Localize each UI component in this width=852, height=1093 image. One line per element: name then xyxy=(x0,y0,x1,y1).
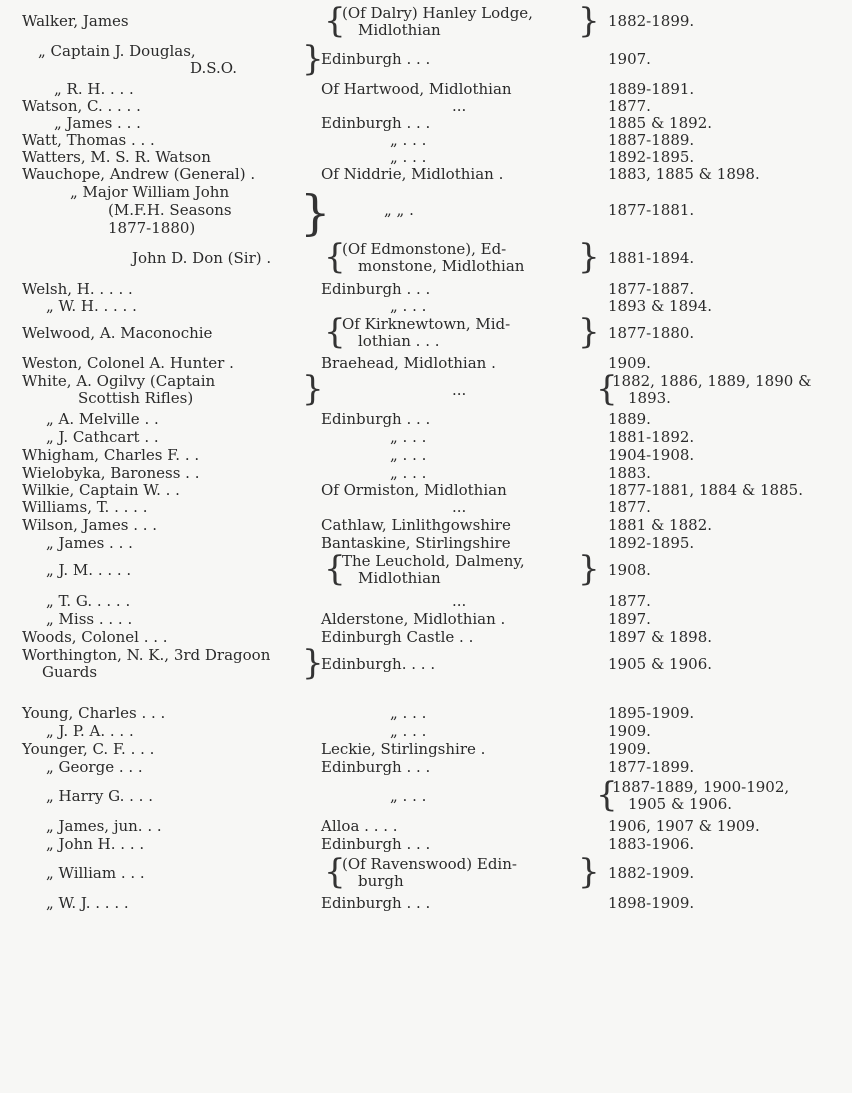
entry-years: 1908. xyxy=(608,561,651,579)
entry-place: „ „ . xyxy=(384,201,414,219)
list-item xyxy=(0,549,852,589)
list-item xyxy=(0,758,852,776)
entry-place: ... xyxy=(452,381,467,399)
entry-place: Midlothian xyxy=(358,21,441,39)
entry-name: Wauchope, Andrew (General) . xyxy=(22,165,256,183)
entry-name: (M.F.H. Seasons xyxy=(108,201,232,219)
list-item xyxy=(0,775,852,815)
list-item xyxy=(0,39,852,79)
entry-name: Wilson, James . . . xyxy=(22,516,158,534)
brace: } xyxy=(578,312,600,352)
entry-place: ... xyxy=(452,97,467,115)
entry-place: Edinburgh . . . xyxy=(321,894,431,912)
entry-years: 1883. xyxy=(608,464,651,482)
entry-place: The Leuchold, Dalmeny, xyxy=(342,552,525,570)
entry-years: 1893. xyxy=(628,389,671,407)
entry-years: 1904-1908. xyxy=(608,446,695,464)
brace: { xyxy=(596,369,618,409)
list-item xyxy=(0,280,852,298)
entry-years: 1905 & 1906. xyxy=(608,655,713,673)
entry-years: 1877-1881, 1884 & 1885. xyxy=(608,481,803,499)
entry-name: „ John H. . . . xyxy=(46,835,145,853)
brace: } xyxy=(578,549,600,589)
list-item xyxy=(0,628,852,646)
entry-place: Edinburgh. . . . xyxy=(321,655,436,673)
entry-place: „ . . . xyxy=(390,148,427,166)
entry-name: „ J. Cathcart . . xyxy=(46,428,159,446)
entry-name: 1877-1880) xyxy=(108,219,196,237)
entry-years: 1882-1909. xyxy=(608,864,695,882)
entry-name: „ W. J. . . . . xyxy=(46,894,129,912)
entry-name: Woods, Colonel . . . xyxy=(22,628,168,646)
list-item xyxy=(0,1,852,41)
entry-years: 1892-1895. xyxy=(608,534,695,552)
entry-place: Edinburgh . . . xyxy=(321,50,431,68)
brace: } xyxy=(578,1,600,41)
entry-years: 1877-1887. xyxy=(608,280,695,298)
entry-name: Watters, M. S. R. Watson xyxy=(22,148,211,166)
list-item xyxy=(0,610,852,628)
entry-years: 1909. xyxy=(608,740,651,758)
entry-name: Wielobyka, Baroness . . xyxy=(22,464,200,482)
entry-years: 1897 & 1898. xyxy=(608,628,713,646)
entry-name: „ Harry G. . . . xyxy=(46,787,153,805)
brace: { xyxy=(324,237,346,277)
list-item xyxy=(0,835,852,853)
list-item xyxy=(0,80,852,98)
entry-name: „ Major William John xyxy=(70,183,230,201)
entry-place: Midlothian xyxy=(358,569,441,587)
brace: { xyxy=(324,312,346,352)
entry-years: 1898-1909. xyxy=(608,894,695,912)
brace: { xyxy=(324,549,346,589)
entry-place: „ . . . xyxy=(390,297,427,315)
entry-place: Edinburgh . . . xyxy=(321,410,431,428)
entry-years: 1882, 1886, 1889, 1890 & xyxy=(612,372,812,390)
entry-name: Whigham, Charles F. . . xyxy=(22,446,200,464)
brace: } xyxy=(578,237,600,277)
entry-name: Weston, Colonel A. Hunter . xyxy=(22,354,234,372)
entry-place: Edinburgh . . . xyxy=(321,758,431,776)
list-item xyxy=(0,894,852,912)
entry-place: Edinburgh . . . xyxy=(321,114,431,132)
entry-name: Walker, James xyxy=(22,12,129,30)
list-item xyxy=(0,740,852,758)
entry-name: „ T. G. . . . . xyxy=(46,592,131,610)
list-item xyxy=(0,428,852,446)
entry-name: „ Captain J. Douglas, xyxy=(38,42,196,60)
entry-years: 1877. xyxy=(608,498,651,516)
entry-years: 1897. xyxy=(608,610,651,628)
entry-place: (Of Edmonstone), Ed- xyxy=(342,240,507,258)
list-item xyxy=(0,498,852,516)
entry-name: „ W. H. . . . . xyxy=(46,297,137,315)
entry-years: 1882-1899. xyxy=(608,12,695,30)
entry-place: „ . . . xyxy=(390,446,427,464)
entry-years: 1889-1891. xyxy=(608,80,695,98)
entry-place: ... xyxy=(452,498,467,516)
entry-place: Alloa . . . . xyxy=(321,817,398,835)
entry-years: 1889. xyxy=(608,410,651,428)
entry-place: Of Niddrie, Midlothian . xyxy=(321,165,504,183)
list-item xyxy=(0,410,852,428)
entry-years: 1877-1880. xyxy=(608,324,695,342)
entry-years: 1887-1889, 1900-1902, xyxy=(612,778,790,796)
entry-place: lothian . . . xyxy=(358,332,440,350)
list-item xyxy=(0,481,852,499)
entry-place: Cathlaw, Linlithgowshire xyxy=(321,516,511,534)
entry-place: Of Ormiston, Midlothian xyxy=(321,481,507,499)
list-item xyxy=(0,97,852,115)
entry-years: 1907. xyxy=(608,50,651,68)
entry-name: „ William . . . xyxy=(46,864,145,882)
entry-place: „ . . . xyxy=(390,704,427,722)
entry-place: ... xyxy=(452,592,467,610)
entry-place: Leckie, Stirlingshire . xyxy=(321,740,486,758)
entry-name: Guards xyxy=(42,663,98,681)
entry-place: „ . . . xyxy=(390,131,427,149)
entry-name: White, A. Ogilvy (Captain xyxy=(22,372,216,390)
entry-years: 1893 & 1894. xyxy=(608,297,713,315)
entry-name: „ James, jun. . . xyxy=(46,817,162,835)
brace: { xyxy=(596,775,618,815)
entry-years: 1881-1894. xyxy=(608,249,695,267)
entry-name: Young, Charles . . . xyxy=(22,704,166,722)
brace: { xyxy=(324,852,346,892)
entry-years: 1877. xyxy=(608,97,651,115)
entry-name: „ James . . . xyxy=(54,114,141,132)
entry-years: 1885 & 1892. xyxy=(608,114,713,132)
entry-years: 1906, 1907 & 1909. xyxy=(608,817,760,835)
list-item xyxy=(0,516,852,534)
entry-name: Welsh, H. . . . . xyxy=(22,280,133,298)
brace: } xyxy=(302,369,324,409)
entry-place: Bantaskine, Stirlingshire xyxy=(321,534,511,552)
list-item xyxy=(0,165,852,183)
entry-place: (Of Ravenswood) Edin- xyxy=(342,855,517,873)
entry-name: „ A. Melville . . xyxy=(46,410,159,428)
entry-name: „ R. H. . . . xyxy=(54,80,134,98)
entry-name: „ J. P. A. . . . xyxy=(46,722,134,740)
entry-years: 1892-1895. xyxy=(608,148,695,166)
entry-name: „ James . . . xyxy=(46,534,133,552)
entry-place: Of Kirknewtown, Mid- xyxy=(342,315,511,333)
brace: } xyxy=(302,39,324,79)
entry-years: 1909. xyxy=(608,354,651,372)
brace: } xyxy=(302,643,324,683)
list-item xyxy=(0,704,852,722)
list-item xyxy=(0,354,852,372)
entry-years: 1881 & 1882. xyxy=(608,516,713,534)
list-item xyxy=(0,534,852,552)
list-item xyxy=(0,148,852,166)
list-item xyxy=(0,183,852,241)
list-item xyxy=(0,297,852,315)
list-item xyxy=(0,852,852,892)
list-item xyxy=(0,464,852,482)
list-item xyxy=(0,722,852,740)
entry-years: 1883, 1885 & 1898. xyxy=(608,165,760,183)
entry-years: 1895-1909. xyxy=(608,704,695,722)
list-item xyxy=(0,131,852,149)
entry-place: Alderstone, Midlothian . xyxy=(321,610,506,628)
list-item xyxy=(0,446,852,464)
entry-years: 1883-1906. xyxy=(608,835,695,853)
list-item xyxy=(0,817,852,835)
entry-place: Edinburgh . . . xyxy=(321,280,431,298)
entry-place: monstone, Midlothian xyxy=(358,257,525,275)
entry-years: 1877-1899. xyxy=(608,758,695,776)
entry-place: „ . . . xyxy=(390,428,427,446)
brace: } xyxy=(578,852,600,892)
entry-place: Braehead, Midlothian . xyxy=(321,354,496,372)
entry-name: Welwood, A. Maconochie xyxy=(22,324,213,342)
entry-name: John D. Don (Sir) . xyxy=(132,249,272,267)
list-item xyxy=(0,369,852,409)
entry-name: D.S.O. xyxy=(190,59,237,77)
entry-years: 1909. xyxy=(608,722,651,740)
brace: } xyxy=(300,185,331,241)
entry-name: „ J. M. . . . . xyxy=(46,561,132,579)
entry-name: Watson, C. . . . . xyxy=(22,97,141,115)
entry-years: 1887-1889. xyxy=(608,131,695,149)
entry-place: Of Hartwood, Midlothian xyxy=(321,80,512,98)
list-item xyxy=(0,237,852,277)
entry-name: Williams, T. . . . . xyxy=(22,498,148,516)
entry-place: „ . . . xyxy=(390,464,427,482)
entry-name: Worthington, N. K., 3rd Dragoon xyxy=(22,646,271,664)
brace: { xyxy=(324,1,346,41)
entry-years: 1905 & 1906. xyxy=(628,795,733,813)
list-item xyxy=(0,114,852,132)
entry-place: Edinburgh . . . xyxy=(321,835,431,853)
entry-place: „ . . . xyxy=(390,787,427,805)
entry-name: Wilkie, Captain W. . . xyxy=(22,481,180,499)
entry-years: 1881-1892. xyxy=(608,428,695,446)
entry-place: burgh xyxy=(358,872,404,890)
entry-name: Watt, Thomas . . . xyxy=(22,131,155,149)
entry-name: „ George . . . xyxy=(46,758,143,776)
entry-years: 1877. xyxy=(608,592,651,610)
entry-name: „ Miss . . . . xyxy=(46,610,133,628)
list-item xyxy=(0,643,852,683)
entry-years: 1877-1881. xyxy=(608,201,695,219)
entry-place: „ . . . xyxy=(390,722,427,740)
entry-place: Edinburgh Castle . . xyxy=(321,628,474,646)
entry-place: (Of Dalry) Hanley Lodge, xyxy=(342,4,533,22)
entry-name: Scottish Rifles) xyxy=(78,389,194,407)
entry-name: Younger, C. F. . . . xyxy=(22,740,155,758)
list-item xyxy=(0,592,852,610)
list-item xyxy=(0,312,852,352)
